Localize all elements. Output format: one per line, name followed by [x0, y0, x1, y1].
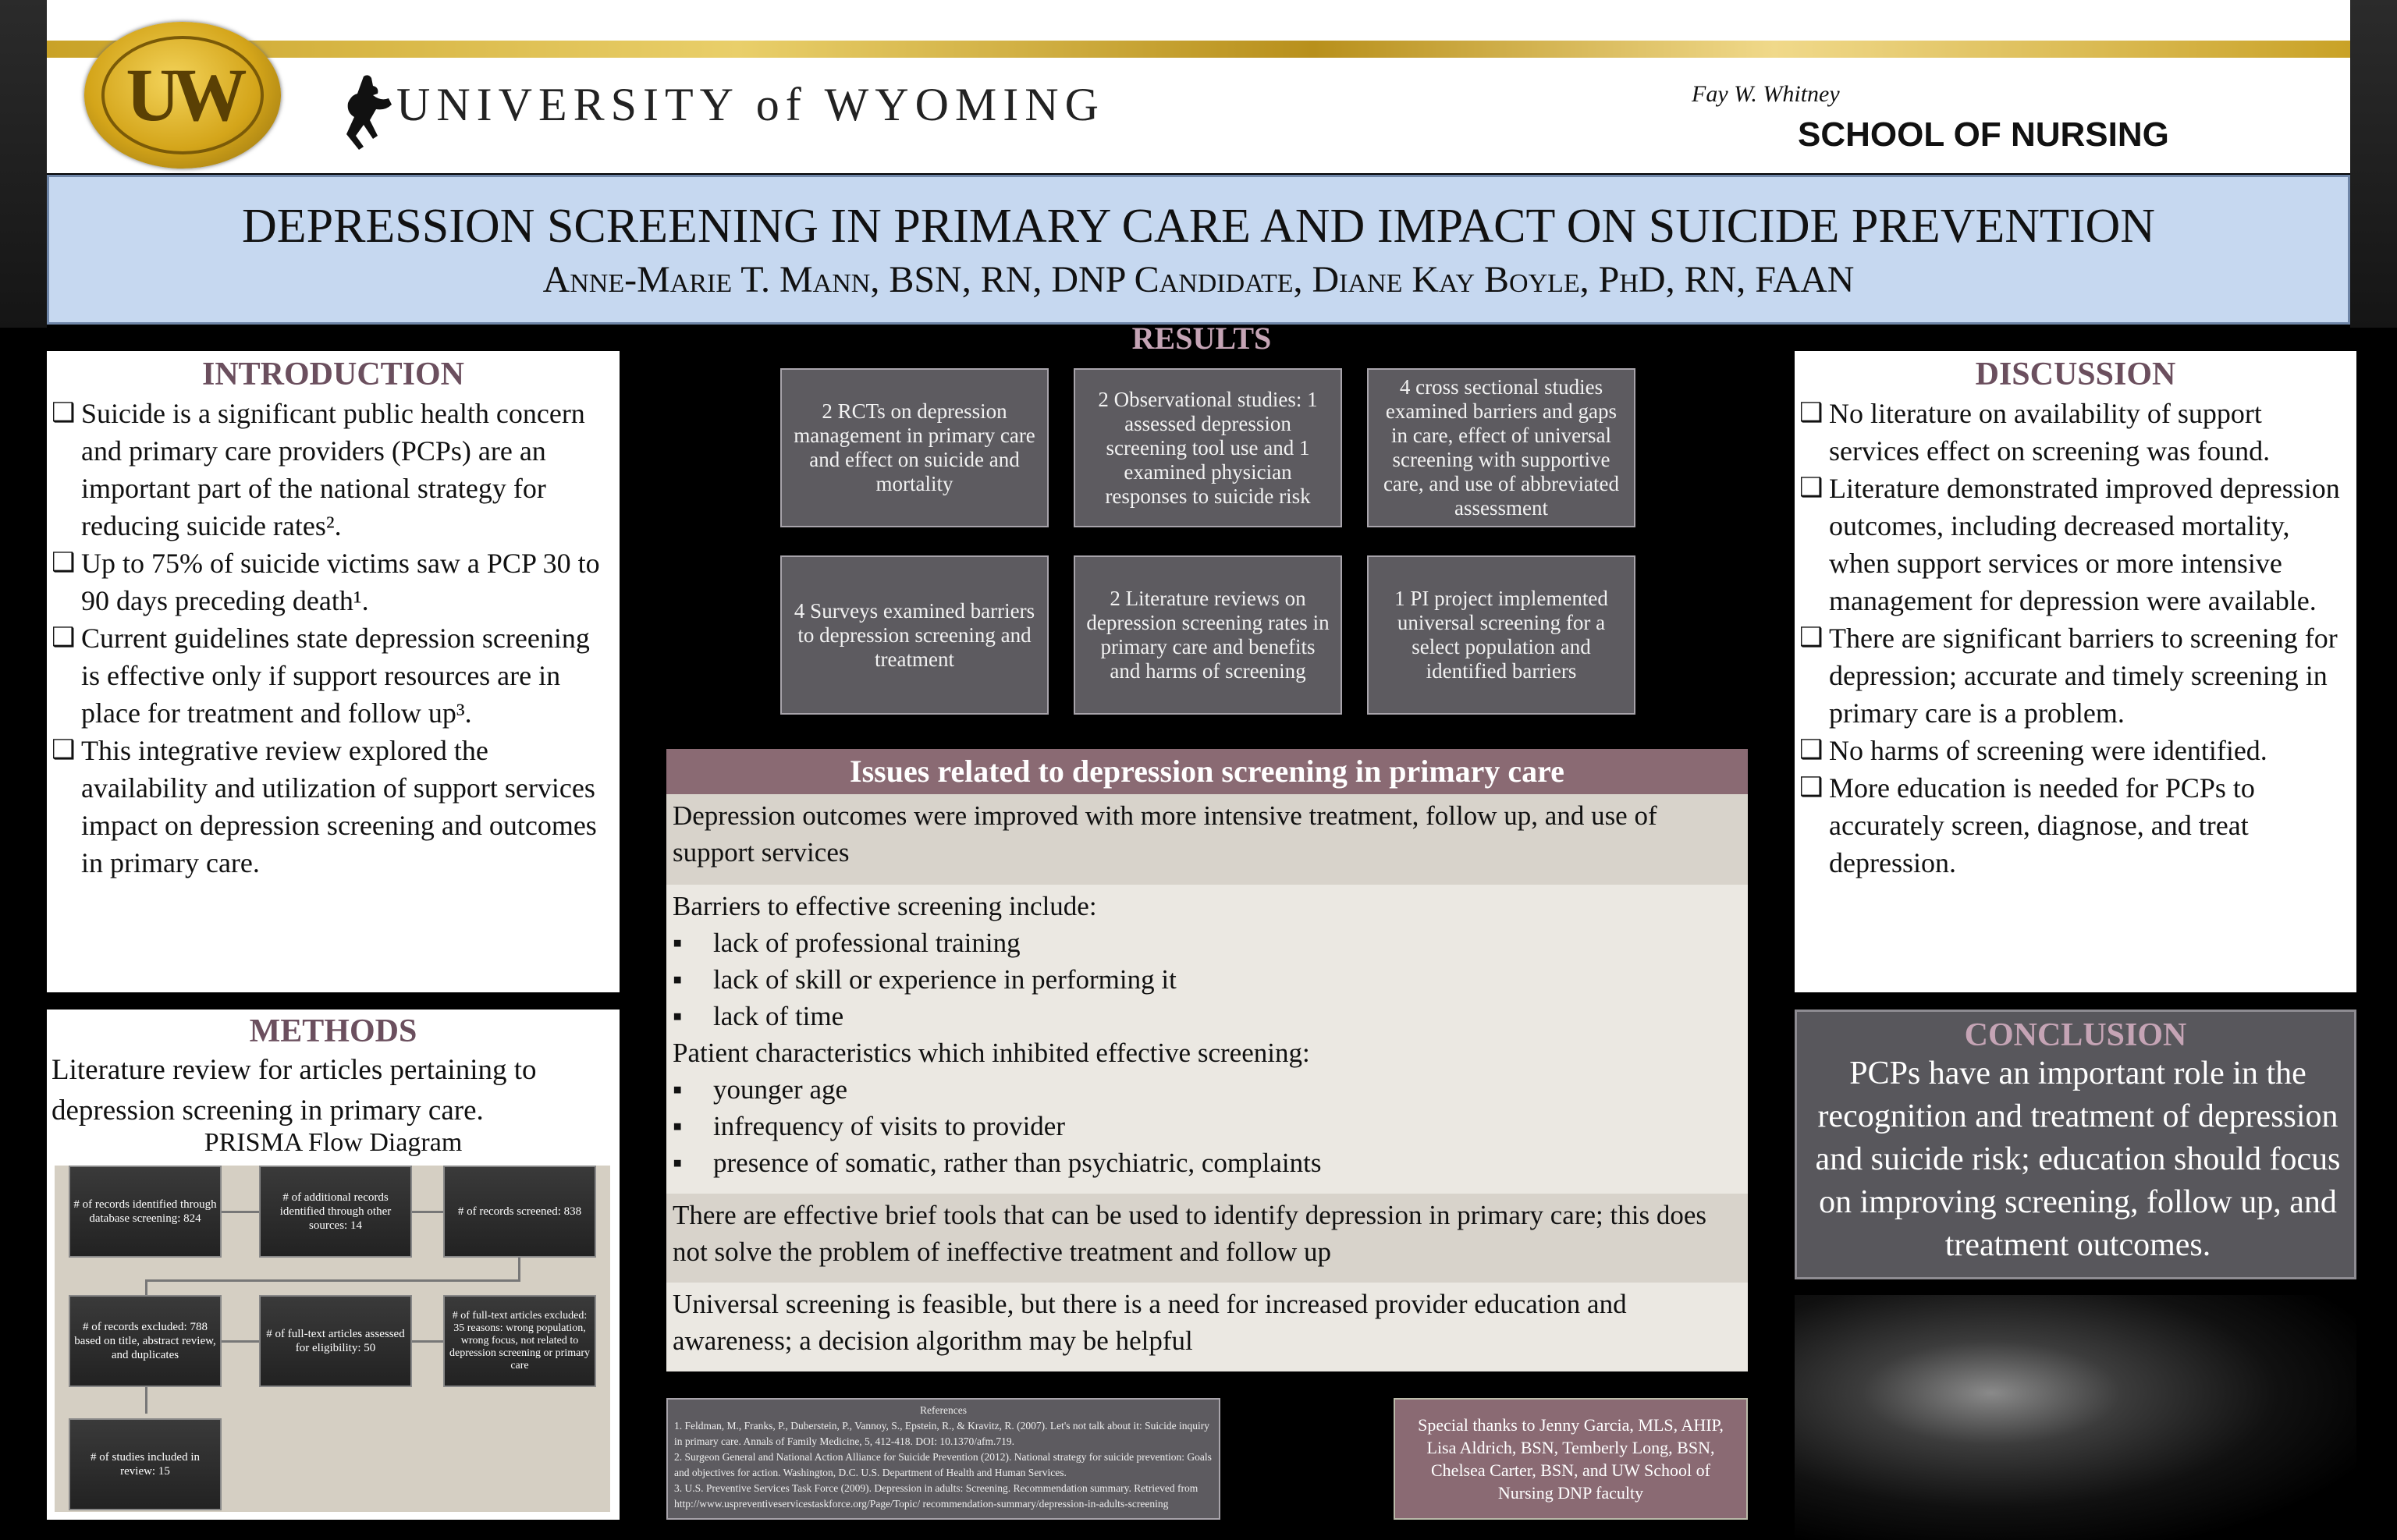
- prisma-box-included: # of studies included in review: 15: [69, 1418, 222, 1510]
- bucking-horse-icon: [334, 72, 396, 150]
- checkbox-bullet-icon: ❑: [51, 399, 76, 428]
- gold-stripe: [47, 41, 2350, 58]
- list-item: ❑ There are significant barriers to screening for depression; accurate and timely screening in primary care is a problem.: [1799, 619, 2349, 732]
- references-heading: References: [920, 1404, 967, 1416]
- discussion-list: [1799, 395, 2349, 882]
- issues-heading: Issues related to depression screening in primary care: [666, 749, 1748, 794]
- conclusion-panel: [1795, 1010, 2356, 1279]
- seal-letters: UW: [126, 53, 240, 137]
- introduction-panel: [47, 351, 620, 992]
- square-bullet-icon: ▪: [673, 1074, 683, 1105]
- prisma-box-fulltext: # of full-text articles assessed for eligibility: 50: [259, 1295, 412, 1387]
- methods-heading: METHODS: [249, 1013, 417, 1049]
- results-card: 2 Observational studies: 1 assessed depression screening tool use and 1 examined physician responses to suicide risk: [1074, 368, 1342, 527]
- distressed-person-photo: [1795, 1295, 2356, 1540]
- square-bullet-icon: ▪: [673, 928, 683, 958]
- square-bullet-icon: ▪: [673, 1111, 683, 1141]
- checkbox-bullet-icon: ❑: [1799, 736, 1823, 765]
- list-item: ❑ Up to 75% of suicide victims saw a PCP 30 to 90 days preceding death¹.: [51, 545, 610, 619]
- school-name: SCHOOL OF NURSING: [1798, 115, 2169, 154]
- references-box: [666, 1398, 1220, 1520]
- results-card: 4 Surveys examined barriers to depression screening and treatment: [780, 555, 1049, 715]
- results-card: 4 cross sectional studies examined barriers and gaps in care, effect of universal screening with supportive care, and use of abbreviated assessment: [1367, 368, 1635, 527]
- checkbox-bullet-icon: ❑: [1799, 474, 1823, 502]
- reference-item: 2. Surgeon General and National Action Alliance for Suicide Prevention (2012). National strategy for suicide prevention: Goals and objectives for action. Washington, D.C. U.S. Department of Health and Human Services.: [674, 1451, 1212, 1478]
- prisma-box-identified: # of records identified through database screening: 824: [69, 1166, 222, 1258]
- decorative-side-right: [2350, 0, 2397, 328]
- results-heading: RESULTS: [1131, 321, 1272, 356]
- list-item: ❑ More education is needed for PCPs to accurately screen, diagnose, and treat depression.: [1799, 769, 2349, 882]
- discussion-heading: DISCUSSION: [1975, 357, 2176, 392]
- acknowledgements: [1394, 1398, 1748, 1520]
- school-prefix: Fay W. Whitney: [1692, 81, 1840, 107]
- arrow: [412, 1211, 443, 1213]
- issues-row: Depression outcomes were improved with more intensive treatment, follow up, and use of support services: [666, 794, 1748, 885]
- arrow: [222, 1340, 259, 1343]
- discussion-panel: [1795, 351, 2356, 992]
- list-item: ❑ Current guidelines state depression screening is effective only if support resources are in place for treatment and follow up³.: [51, 619, 610, 732]
- arrow: [518, 1258, 520, 1281]
- issues-row-barriers: [666, 885, 1748, 1194]
- barriers-intro: Barriers to effective screening include:: [673, 891, 1097, 921]
- results-card: 2 Literature reviews on depression screening rates in primary care and benefits and harms of screening: [1074, 555, 1342, 715]
- checkbox-bullet-icon: ❑: [51, 736, 76, 765]
- decorative-side-left: [0, 0, 47, 328]
- list-item: ▪ lack of professional training: [673, 924, 1742, 961]
- arrow: [145, 1387, 147, 1414]
- introduction-heading: INTRODUCTION: [201, 357, 465, 392]
- patient-intro: Patient characteristics which inhibited effective screening:: [673, 1038, 1310, 1068]
- list-item: ▪ younger age: [673, 1071, 1742, 1108]
- prisma-title: PRISMA Flow Diagram: [204, 1128, 463, 1157]
- square-bullet-icon: ▪: [673, 1148, 683, 1178]
- checkbox-bullet-icon: ❑: [1799, 623, 1823, 652]
- prisma-box-additional: # of additional records identified through other sources: 14: [259, 1166, 412, 1258]
- list-item: ▪ lack of skill or experience in performing it: [673, 961, 1742, 998]
- conclusion-text: PCPs have an important role in the recognition and treatment of depression and suicide risk; education should focus on improving screening, follow up, and treatment outcomes.: [1815, 1056, 2341, 1263]
- poster-header: [47, 0, 2350, 173]
- list-item: ❑ This integrative review explored the availability and utilization of support services impact on depression screening and outcomes in primary care.: [51, 732, 610, 882]
- list-item: ▪ presence of somatic, rather than psychiatric, complaints: [673, 1144, 1742, 1181]
- poster-title: DEPRESSION SCREENING IN PRIMARY CARE AND IMPACT ON SUICIDE PREVENTION: [241, 200, 2156, 253]
- issues-row: There are effective brief tools that can be used to identify depression in primary care; this does not solve the problem of ineffective treatment and follow up: [666, 1194, 1748, 1283]
- arrow: [145, 1279, 520, 1282]
- arrow: [145, 1279, 147, 1295]
- prisma-box-excluded: # of records excluded: 788 based on title, abstract review, and duplicates: [69, 1295, 222, 1387]
- introduction-list: [51, 395, 610, 882]
- reference-item: 1. Feldman, M., Franks, P., Duberstein, P., Vannoy, S., Epstein, R., & Kravitz, R. (2007). Let's not talk about it: Suicide inquiry in primary care. Annals of Family Medicine, 5, 412-418. DOI: 10.1370/afm.719.: [674, 1420, 1210, 1447]
- list-item: ❑ No literature on availability of support services effect on screening was found.: [1799, 395, 2349, 470]
- university-name: UNIVERSITY of WYOMING: [396, 79, 1105, 130]
- issues-row: Universal screening is feasible, but there is a need for increased provider education and awareness; a decision algorithm may be helpful: [666, 1283, 1748, 1371]
- results-card: 2 RCTs on depression management in primary care and effect on suicide and mortality: [780, 368, 1049, 527]
- prisma-box-fulltext-excluded: # of full-text articles excluded: 35 reasons: wrong population, wrong focus, not related to depression screening or primary care: [443, 1295, 596, 1387]
- checkbox-bullet-icon: ❑: [51, 623, 76, 652]
- checkbox-bullet-icon: ❑: [1799, 399, 1823, 428]
- list-item: ▪ infrequency of visits to provider: [673, 1108, 1742, 1144]
- arrow: [222, 1211, 259, 1213]
- checkbox-bullet-icon: ❑: [51, 548, 76, 577]
- square-bullet-icon: ▪: [673, 1001, 683, 1031]
- list-item: ▪ lack of time: [673, 998, 1742, 1034]
- checkbox-bullet-icon: ❑: [1799, 773, 1823, 802]
- poster-authors: Anne-Marie T. Mann, BSN, RN, DNP Candidate, Diane Kay Boyle, PhD, RN, FAAN: [542, 259, 1855, 300]
- reference-item: 3. U.S. Preventive Services Task Force (2009). Depression in adults: Screening. Recommendation summary. Retrieved from http://www.uspreventiveservicestaskforce.org/Page/Topic/ recommendation-summary/depression-in-adults-screening: [674, 1482, 1198, 1510]
- list-item: ❑ Suicide is a significant public health concern and primary care providers (PCPs) are an important part of the national strategy for reducing suicide rates².: [51, 395, 610, 545]
- title-banner: [47, 175, 2350, 325]
- square-bullet-icon: ▪: [673, 964, 683, 995]
- arrow: [412, 1340, 443, 1343]
- methods-text: Literature review for articles pertaining to depression screening in primary care.: [51, 1054, 537, 1127]
- results-card: 1 PI project implemented universal screening for a select population and identified barriers: [1367, 555, 1635, 715]
- prisma-flow-diagram: [55, 1166, 610, 1512]
- list-item: ❑ Literature demonstrated improved depression outcomes, including decreased mortality, when support services or more intensive management for depression were available.: [1799, 470, 2349, 619]
- acknowledgements-text: Special thanks to Jenny Garcia, MLS, AHIP, Lisa Aldrich, BSN, Temberly Long, BSN, Chelsea Carter, BSN, and UW School of Nursing DNP faculty: [1418, 1415, 1724, 1503]
- conclusion-heading: CONCLUSION: [1964, 1017, 2187, 1053]
- list-item: ❑ No harms of screening were identified.: [1799, 732, 2349, 769]
- prisma-box-screened: # of records screened: 838: [443, 1166, 596, 1258]
- university-seal-logo: [84, 22, 281, 169]
